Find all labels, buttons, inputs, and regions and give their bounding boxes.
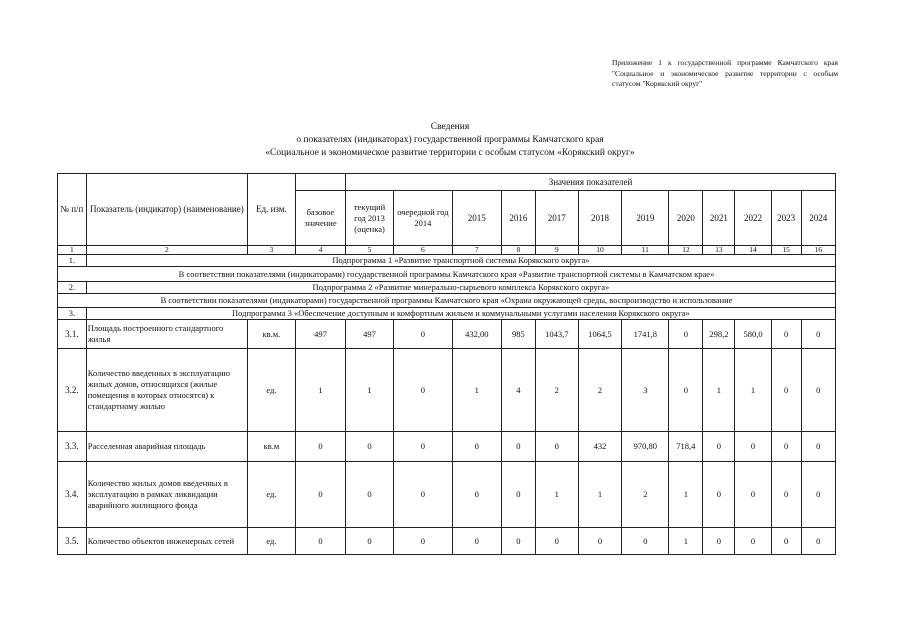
header-values-group: Значения показателей bbox=[346, 174, 836, 191]
header-current: текущий год 2013 (оценка) bbox=[346, 191, 394, 246]
row-value: 0 bbox=[771, 320, 801, 349]
row-value: 0 bbox=[346, 462, 394, 528]
column-index: 12 bbox=[669, 246, 703, 255]
row-unit: ед. bbox=[247, 462, 295, 528]
row-value: 432 bbox=[578, 432, 622, 462]
header-year: 2018 bbox=[578, 191, 622, 246]
row-value: 0 bbox=[501, 528, 535, 555]
column-index: 13 bbox=[703, 246, 735, 255]
header-year: 2015 bbox=[452, 191, 501, 246]
header-year: 2021 bbox=[703, 191, 735, 246]
section-title: Подпрограмма 1 «Развитие транспортной системы Корякского округа» bbox=[86, 255, 835, 267]
row-value: 4 bbox=[501, 349, 535, 432]
document-subtitle-2: «Социальное и экономическое развитие территории с особым статусом «Корякский округ» bbox=[265, 148, 635, 158]
row-value: 1 bbox=[735, 349, 771, 432]
document-subtitle-1: о показателях (индикаторах) государственной программы Камчатского края bbox=[296, 135, 604, 145]
row-value: 0 bbox=[801, 432, 835, 462]
row-value: 1 bbox=[578, 462, 622, 528]
section-num: 2. bbox=[58, 282, 87, 294]
section-note-row bbox=[58, 267, 836, 282]
row-value: 0 bbox=[771, 462, 801, 528]
section-row bbox=[58, 282, 836, 294]
row-value: 0 bbox=[801, 320, 835, 349]
section-title: Подпрограмма 2 «Развитие минерально-сырьевого комплекса Корякского округа» bbox=[86, 282, 835, 294]
row-value: 0 bbox=[452, 528, 501, 555]
section-num: 3. bbox=[58, 308, 87, 320]
row-unit: кв.м bbox=[247, 432, 295, 462]
row-value: 1043,7 bbox=[535, 320, 578, 349]
row-value: 0 bbox=[771, 349, 801, 432]
column-index: 11 bbox=[622, 246, 669, 255]
row-value: 718,4 bbox=[669, 432, 703, 462]
row-value: 497 bbox=[295, 320, 345, 349]
column-index: 8 bbox=[501, 246, 535, 255]
row-value: 0 bbox=[295, 432, 345, 462]
header-unit: Ед. изм. bbox=[247, 174, 295, 246]
row-num: 3.2. bbox=[58, 349, 87, 432]
row-indicator-name: Количество введенных в эксплуатацию жилых домов, относящихся (жилые помещения в которых относятся) к стандартному жилью bbox=[86, 349, 247, 432]
row-indicator-name: Площадь построенного стандартного жилья bbox=[86, 320, 247, 349]
row-num: 3.4. bbox=[58, 462, 87, 528]
row-value: 0 bbox=[394, 320, 453, 349]
row-value: 0 bbox=[295, 462, 345, 528]
row-value: 0 bbox=[703, 432, 735, 462]
row-value: 985 bbox=[501, 320, 535, 349]
header-year: 2020 bbox=[669, 191, 703, 246]
row-value: 1064,5 bbox=[578, 320, 622, 349]
table-row bbox=[58, 349, 836, 432]
annex-note: Приложение 1 к государственной программе Камчатского края "Социальное и экономическое развитие территории с особым статусом "Корякский округ" bbox=[612, 58, 838, 88]
row-value: 0 bbox=[669, 320, 703, 349]
table-row bbox=[58, 462, 836, 528]
column-index: 7 bbox=[452, 246, 501, 255]
table-row bbox=[58, 528, 836, 555]
row-value: 0 bbox=[703, 462, 735, 528]
row-value: 1 bbox=[535, 462, 578, 528]
row-value: 0 bbox=[394, 528, 453, 555]
row-unit: ед. bbox=[247, 528, 295, 555]
column-index: 5 bbox=[346, 246, 394, 255]
row-value: 2 bbox=[578, 349, 622, 432]
row-indicator-name: Количество жилых домов введенных в эксплуатацию в рамках ликвидации аварийного жилищного фонда bbox=[86, 462, 247, 528]
document-title: Сведения bbox=[430, 122, 470, 132]
column-index: 10 bbox=[578, 246, 622, 255]
row-indicator-name: Количество объектов инженерных сетей bbox=[86, 528, 247, 555]
row-value: 0 bbox=[771, 432, 801, 462]
row-value: 0 bbox=[501, 432, 535, 462]
column-index: 1 bbox=[58, 246, 87, 255]
section-row bbox=[58, 255, 836, 267]
row-value: 0 bbox=[394, 349, 453, 432]
column-index: 16 bbox=[801, 246, 835, 255]
row-value: 580,0 bbox=[735, 320, 771, 349]
section-note-row bbox=[58, 294, 836, 308]
row-value: 0 bbox=[535, 432, 578, 462]
row-value: 0 bbox=[535, 528, 578, 555]
row-value: 0 bbox=[346, 432, 394, 462]
row-value: 0 bbox=[578, 528, 622, 555]
column-index: 15 bbox=[771, 246, 801, 255]
row-value: 497 bbox=[346, 320, 394, 349]
row-value: 0 bbox=[394, 462, 453, 528]
column-index: 6 bbox=[394, 246, 453, 255]
row-value: 0 bbox=[735, 528, 771, 555]
header-year: 2022 bbox=[735, 191, 771, 246]
row-value: 0 bbox=[703, 528, 735, 555]
row-value: 970,80 bbox=[622, 432, 669, 462]
row-value: 0 bbox=[669, 349, 703, 432]
row-num: 3.5. bbox=[58, 528, 87, 555]
header-year: 2017 bbox=[535, 191, 578, 246]
column-index: 14 bbox=[735, 246, 771, 255]
header-num: № п/п bbox=[58, 174, 87, 246]
table-row bbox=[58, 320, 836, 349]
table-row bbox=[58, 432, 836, 462]
column-index: 4 bbox=[295, 246, 345, 255]
row-value: 1741,8 bbox=[622, 320, 669, 349]
row-num: 3.1. bbox=[58, 320, 87, 349]
row-value: 0 bbox=[452, 462, 501, 528]
section-note: В соответствии показателями (индикаторами) государственной программы Камчатского края «Развитие транспортной системы в Камчатском крае» bbox=[58, 267, 836, 282]
section-row bbox=[58, 308, 836, 320]
header-year: 2016 bbox=[501, 191, 535, 246]
row-value: 0 bbox=[501, 462, 535, 528]
row-value: 1 bbox=[669, 462, 703, 528]
header-year: 2019 bbox=[622, 191, 669, 246]
row-value: 0 bbox=[735, 432, 771, 462]
indicators-table bbox=[57, 173, 836, 555]
column-index: 2 bbox=[86, 246, 247, 255]
row-value: 0 bbox=[801, 528, 835, 555]
row-value: 1 bbox=[703, 349, 735, 432]
column-index: 9 bbox=[535, 246, 578, 255]
row-value: 1 bbox=[669, 528, 703, 555]
row-value: 0 bbox=[622, 528, 669, 555]
section-note: В соответствии показателями (индикаторами) государственной программы Камчатского края «Охрана окружающей среды, воспроизводство и использование bbox=[58, 294, 836, 308]
header-year: 2024 bbox=[801, 191, 835, 246]
row-value: 1 bbox=[346, 349, 394, 432]
row-value: 2 bbox=[535, 349, 578, 432]
header-next: очередной год 2014 bbox=[394, 191, 453, 246]
row-value: 298,2 bbox=[703, 320, 735, 349]
column-index: 3 bbox=[247, 246, 295, 255]
row-value: 0 bbox=[801, 349, 835, 432]
row-value: 0 bbox=[801, 462, 835, 528]
row-unit: ед. bbox=[247, 349, 295, 432]
row-unit: кв.м. bbox=[247, 320, 295, 349]
section-title: Подпрограмма 3 «Обеспечение доступным и комфортным жильем и коммунальными услугами населения Корякского округа» bbox=[86, 308, 835, 320]
row-value: 0 bbox=[346, 528, 394, 555]
column-index-row bbox=[58, 246, 836, 255]
row-value: 432,00 bbox=[452, 320, 501, 349]
row-value: 0 bbox=[771, 528, 801, 555]
row-value: 0 bbox=[295, 528, 345, 555]
row-value: 1 bbox=[452, 349, 501, 432]
row-value: 2 bbox=[622, 462, 669, 528]
row-value: 0 bbox=[735, 462, 771, 528]
row-indicator-name: Расселенная аварийная площадь bbox=[86, 432, 247, 462]
row-value: 0 bbox=[452, 432, 501, 462]
section-num: 1. bbox=[58, 255, 87, 267]
header-year: 2023 bbox=[771, 191, 801, 246]
row-num: 3.3. bbox=[58, 432, 87, 462]
row-value: 1 bbox=[295, 349, 345, 432]
row-value: 0 bbox=[394, 432, 453, 462]
header-base: базовое значение bbox=[295, 191, 345, 246]
header-indicator: Показатель (индикатор) (наименование) bbox=[86, 174, 247, 246]
row-value: 3 bbox=[622, 349, 669, 432]
